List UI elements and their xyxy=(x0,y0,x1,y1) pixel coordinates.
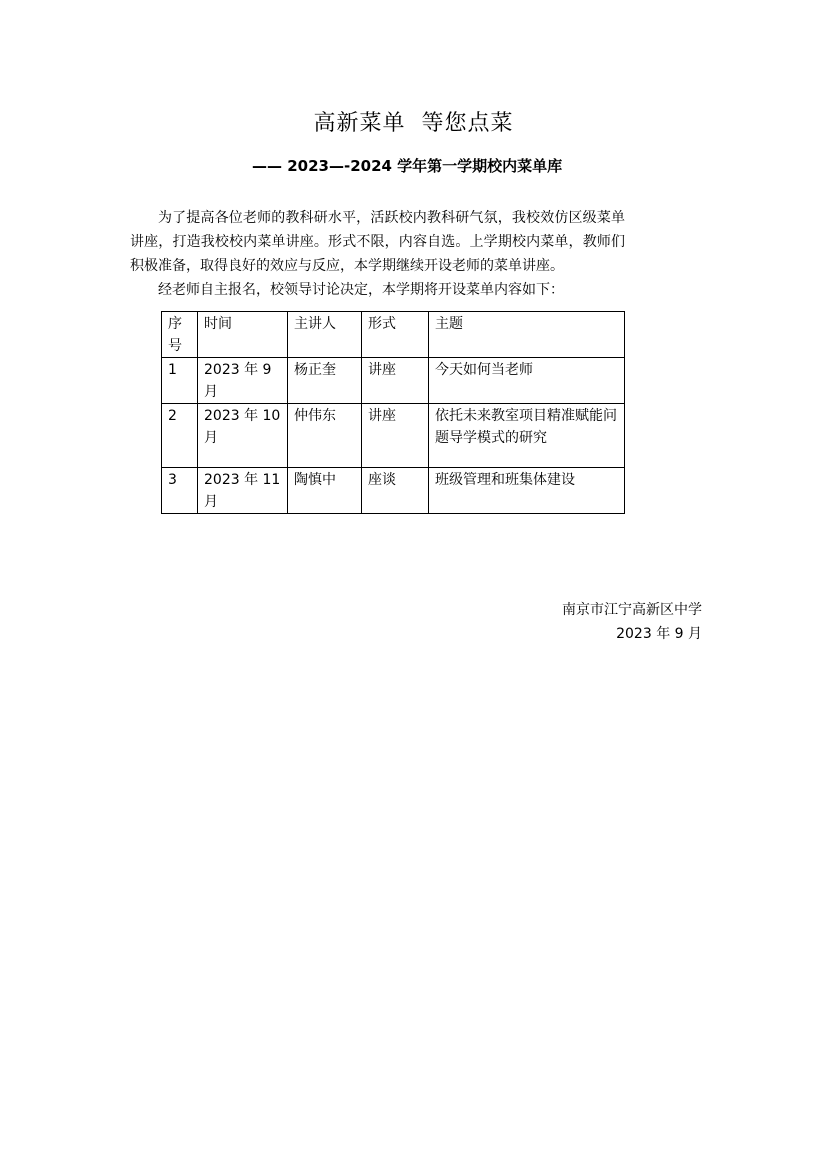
header-topic: 主题 xyxy=(429,312,625,358)
header-time: 时间 xyxy=(198,312,288,358)
intro-paragraph: 为了提高各位老师的教科研水平，活跃校内教科研气氛，我校效仿区级菜单讲座，打造我校校内菜单讲座。形式不限，内容自选。上学期校内菜单，教师们积极准备，取得良好的效应与反应，本学期继续开设老师的菜单讲座。 xyxy=(130,210,625,274)
cell-topic: 今天如何当老师 xyxy=(429,358,625,404)
cell-topic: 依托未来教室项目精准赋能问题导学模式的研究 xyxy=(429,404,625,468)
cell-format: 讲座 xyxy=(362,404,429,468)
cell-time: 2023 年 11 月 xyxy=(198,468,288,514)
signature-date: 2023 年 9 月 xyxy=(616,626,702,642)
cell-index: 3 xyxy=(162,468,198,514)
cell-format: 讲座 xyxy=(362,358,429,404)
table-row xyxy=(162,468,625,514)
cell-time: 2023 年 9 月 xyxy=(198,358,288,404)
page-title: 高新菜单 等您点菜 xyxy=(313,111,514,136)
table-row xyxy=(162,358,625,404)
signature-org: 南京市江宁高新区中学 xyxy=(562,602,702,618)
cell-index: 2 xyxy=(162,404,198,468)
intro-text xyxy=(130,206,625,302)
header-speaker: 主讲人 xyxy=(288,312,362,358)
table-row xyxy=(162,404,625,468)
menu-table xyxy=(161,311,625,514)
cell-topic: 班级管理和班集体建设 xyxy=(429,468,625,514)
cell-time: 2023 年 10 月 xyxy=(198,404,288,468)
cell-speaker: 杨正奎 xyxy=(288,358,362,404)
signature-block xyxy=(562,598,702,646)
header-index: 序号 xyxy=(162,312,198,358)
header-format: 形式 xyxy=(362,312,429,358)
cell-format: 座谈 xyxy=(362,468,429,514)
cell-speaker: 仲伟东 xyxy=(288,404,362,468)
cell-speaker: 陶慎中 xyxy=(288,468,362,514)
intro-paragraph: 经老师自主报名，校领导讨论决定，本学期将开设菜单内容如下： xyxy=(158,282,564,298)
cell-index: 1 xyxy=(162,358,198,404)
table-header-row xyxy=(162,312,625,358)
page-subtitle: —— 2023—-2024 学年第一学期校内菜单库 xyxy=(252,157,563,175)
